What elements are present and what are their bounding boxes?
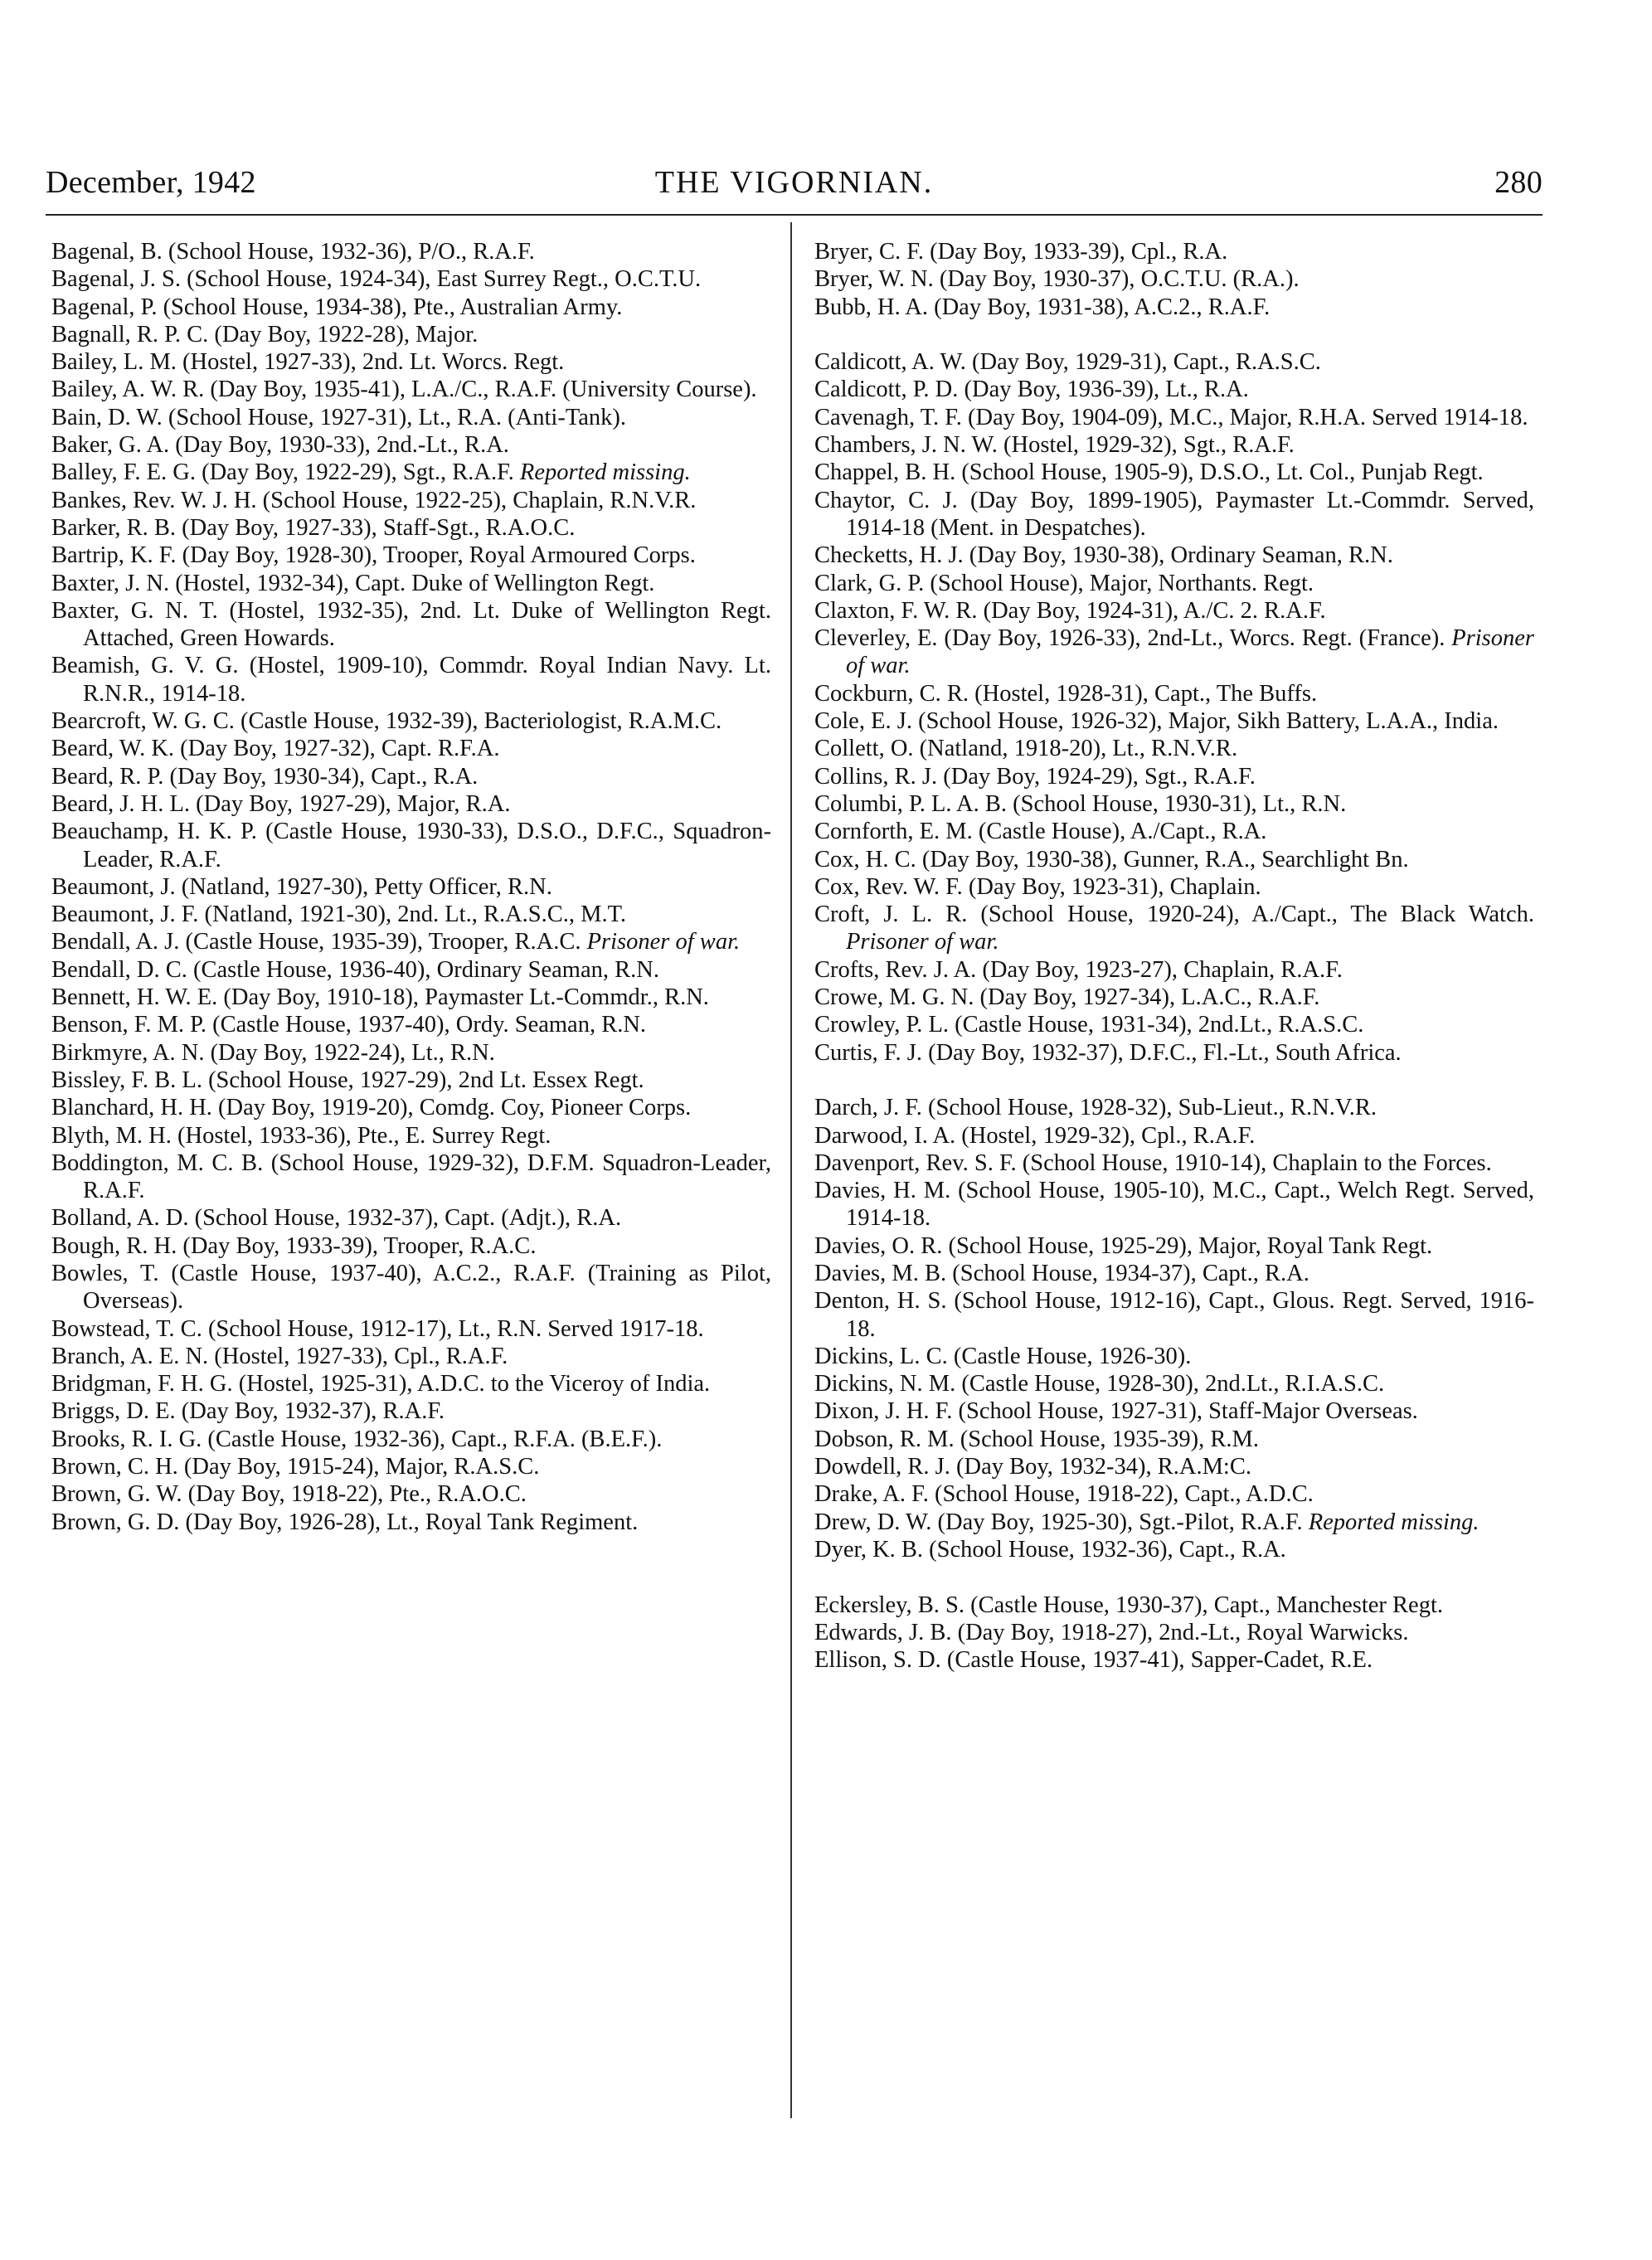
entry-text: Bearcroft, W. G. C. (Castle House, 1932-39), Bacteriologist, R.A.M.C. — [51, 708, 722, 735]
roll-entry — [51, 542, 771, 569]
entry-text: Bartrip, K. F. (Day Boy, 1928-30), Trooper, Royal Armoured Corps. — [51, 542, 696, 569]
page-header — [46, 163, 1543, 202]
entry-text: Cox, Rev. W. F. (Day Boy, 1923-31), Chaplain. — [814, 873, 1261, 900]
entry-text: Clark, G. P. (School House), Major, Northants. Regt. — [814, 570, 1314, 596]
roll-entry — [814, 1011, 1534, 1038]
entry-text: Ellison, S. D. (Castle House, 1937-41), Sapper-Cadet, R.E. — [814, 1647, 1373, 1674]
roll-entry — [814, 1536, 1534, 1563]
roll-entry — [51, 1122, 771, 1149]
entry-text: Caldicott, P. D. (Day Boy, 1936-39), Lt., R.A. — [814, 377, 1249, 403]
roll-entry — [814, 431, 1534, 459]
roll-entry — [814, 1509, 1534, 1536]
entry-text: Bough, R. H. (Day Boy, 1933-39), Trooper, R.A.C. — [51, 1232, 537, 1259]
roll-entry — [814, 901, 1534, 956]
roll-entry — [51, 1480, 771, 1508]
roll-entry — [814, 238, 1534, 265]
roll-entry — [51, 652, 771, 707]
roll-entry — [814, 873, 1534, 901]
entry-text: Drake, A. F. (School House, 1918-22), Capt., A.D.C. — [814, 1481, 1314, 1508]
entry-text: Blyth, M. H. (Hostel, 1933-36), Pte., E. Surrey Regt. — [51, 1122, 551, 1149]
entry-text: Bagenal, B. (School House, 1932-36), P/O., R.A.F. — [51, 239, 535, 265]
entry-text: Bagnall, R. P. C. (Day Boy, 1922-28), Major. — [51, 321, 479, 348]
roll-entry — [814, 680, 1534, 707]
entry-text: Baker, G. A. (Day Boy, 1930-33), 2nd.-Lt., R.A. — [51, 432, 509, 459]
roll-entry — [814, 376, 1534, 403]
roll-entry — [51, 514, 771, 542]
entry-text: Collett, O. (Natland, 1918-20), Lt., R.N.V.R. — [814, 736, 1238, 762]
roll-entry — [814, 1232, 1534, 1260]
roll-entry — [814, 984, 1534, 1011]
roll-entry — [814, 1592, 1534, 1619]
entry-text: Brooks, R. I. G. (Castle House, 1932-36), Capt., R.F.A. (B.E.F.). — [51, 1426, 663, 1452]
roll-entry — [814, 1122, 1534, 1149]
entry-text: Bowles, T. (Castle House, 1937-40), A.C.2., R.A.F. (Training as Pilot, Overseas). — [51, 1260, 771, 1315]
entry-text: Bain, D. W. (School House, 1927-31), Lt., R.A. (Anti-Tank). — [51, 404, 627, 430]
roll-entry — [51, 1370, 771, 1397]
roll-entry — [51, 238, 771, 265]
entry-text: Bailey, L. M. (Hostel, 1927-33), 2nd. Lt. Worcs. Regt. — [51, 349, 565, 376]
entry-text: Bowstead, T. C. (School House, 1912-17), Lt., R.N. Served 1917-18. — [51, 1315, 704, 1342]
entry-text: Davies, O. R. (School House, 1925-29), Major, Royal Tank Regt. — [814, 1232, 1433, 1259]
roll-entry — [814, 1453, 1534, 1480]
right-column — [814, 238, 1534, 1674]
roll-entry — [51, 348, 771, 376]
entry-text: Bissley, F. B. L. (School House, 1927-29), 2nd Lt. Essex Regt. — [51, 1067, 644, 1093]
roll-entry — [51, 763, 771, 790]
header-page-number: 280 — [1494, 165, 1543, 200]
entry-text: Eckersley, B. S. (Castle House, 1930-37), Capt., Manchester Regt. — [814, 1592, 1443, 1618]
roll-entry — [51, 1149, 771, 1205]
entry-text: Bryer, C. F. (Day Boy, 1933-39), Cpl., R.A. — [814, 239, 1228, 265]
entry-text: Curtis, F. J. (Day Boy, 1932-37), D.F.C., Fl.-Lt., South Africa. — [814, 1039, 1402, 1066]
roll-entry — [814, 707, 1534, 735]
entry-text: Beaumont, J. (Natland, 1927-30), Petty Officer, R.N. — [51, 873, 552, 900]
roll-entry — [814, 1094, 1534, 1121]
entry-note: Prisoner of war. — [846, 625, 1534, 679]
roll-entry — [51, 956, 771, 984]
entry-text: Darwood, I. A. (Hostel, 1929-32), Cpl., R.A.F. — [814, 1122, 1256, 1149]
entry-note: Reported missing. — [519, 459, 691, 486]
section-gap — [814, 321, 1534, 348]
roll-entry — [51, 984, 771, 1011]
roll-entry — [51, 487, 771, 514]
entry-text: Brown, C. H. (Day Boy, 1915-24), Major, R.A.S.C. — [51, 1454, 540, 1480]
roll-entry — [814, 542, 1534, 569]
entry-text: Bailey, A. W. R. (Day Boy, 1935-41), L.A./C., R.A.F. (University Course). — [51, 377, 757, 403]
roll-entry — [51, 790, 771, 818]
roll-entry — [51, 294, 771, 321]
entry-text: Barker, R. B. (Day Boy, 1927-33), Staff-Sgt., R.A.O.C. — [51, 514, 576, 541]
entry-note: Reported missing. — [1308, 1509, 1480, 1535]
header-title: THE VIGORNIAN. — [654, 165, 934, 200]
roll-entry — [51, 570, 771, 597]
entry-text: Denton, H. S. (School House, 1912-16), Capt., Glous. Regt. Served, 1916-18. — [814, 1288, 1534, 1342]
roll-entry — [51, 1094, 771, 1121]
entry-text: Dyer, K. B. (School House, 1932-36), Capt., R.A. — [814, 1536, 1286, 1563]
entry-text: Dowdell, R. J. (Day Boy, 1932-34), R.A.M:C. — [814, 1454, 1251, 1480]
entry-text: Chappel, B. H. (School House, 1905-9), D.S.O., Lt. Col., Punjab Regt. — [814, 459, 1484, 486]
roll-entry — [814, 348, 1534, 376]
entry-text: Bubb, H. A. (Day Boy, 1931-38), A.C.2., R.A.F. — [814, 294, 1271, 320]
entry-text: Beamish, G. V. G. (Hostel, 1909-10), Commdr. Royal Indian Navy. Lt. R.N.R., 1914-18. — [51, 653, 771, 707]
section-gap — [814, 1563, 1534, 1591]
roll-entry — [51, 459, 771, 486]
entry-text: Collins, R. J. (Day Boy, 1924-29), Sgt., R.A.F. — [814, 763, 1256, 790]
roll-entry — [51, 1426, 771, 1453]
roll-entry — [814, 1343, 1534, 1370]
roll-entry — [814, 735, 1534, 762]
entry-text: Davies, H. M. (School House, 1905-10), M.C., Capt., Welch Regt. Served, 1914-18. — [814, 1178, 1534, 1232]
roll-entry — [51, 597, 771, 653]
entry-note: Prisoner of war. — [586, 929, 741, 955]
entry-text: Dickins, N. M. (Castle House, 1928-30), 2nd.Lt., R.I.A.S.C. — [814, 1371, 1385, 1397]
entry-text: Brown, G. W. (Day Boy, 1918-22), Pte., R.A.O.C. — [51, 1481, 527, 1508]
header-rule — [46, 214, 1543, 216]
roll-entry — [814, 1426, 1534, 1453]
roll-entry — [51, 1067, 771, 1094]
roll-entry — [814, 404, 1534, 431]
entry-text: Dickins, L. C. (Castle House, 1926-30). — [814, 1343, 1192, 1369]
entry-text: Bridgman, F. H. G. (Hostel, 1925-31), A.D.C. to the Viceroy of India. — [51, 1371, 711, 1397]
entry-text: Baxter, J. N. (Hostel, 1932-34), Capt. Duke of Wellington Regt. — [51, 570, 655, 596]
roll-entry — [51, 818, 771, 873]
roll-entry — [51, 735, 771, 762]
entry-text: Boddington, M. C. B. (School House, 1929-32), D.F.M. Squadron-Leader, R.A.F. — [51, 1149, 771, 1204]
roll-entry — [51, 1260, 771, 1315]
entry-text: Benson, F. M. P. (Castle House, 1937-40), Ordy. Seaman, R.N. — [51, 1012, 647, 1038]
header-date: December, 1942 — [46, 165, 256, 200]
roll-entry — [814, 1039, 1534, 1067]
column-divider — [790, 222, 792, 2118]
roll-entry — [814, 1646, 1534, 1674]
roll-entry — [814, 1480, 1534, 1508]
entry-text: Bennett, H. W. E. (Day Boy, 1910-18), Paymaster Lt.-Commdr., R.N. — [51, 984, 709, 1011]
roll-entry — [51, 1343, 771, 1370]
entry-text: Cockburn, C. R. (Hostel, 1928-31), Capt., The Buffs. — [814, 680, 1318, 707]
entry-text: Caldicott, A. W. (Day Boy, 1929-31), Capt., R.A.S.C. — [814, 349, 1321, 376]
roll-entry — [51, 1011, 771, 1038]
roll-entry — [814, 294, 1534, 321]
entry-text: Checketts, H. J. (Day Boy, 1930-38), Ordinary Seaman, R.N. — [814, 542, 1393, 569]
entry-text: Davenport, Rev. S. F. (School House, 1910-14), Chaplain to the Forces. — [814, 1149, 1492, 1176]
roll-entry — [814, 1619, 1534, 1646]
roll-entry — [51, 1204, 771, 1232]
roll-entry — [814, 846, 1534, 873]
entry-text: Crowe, M. G. N. (Day Boy, 1927-34), L.A.C., R.A.F. — [814, 984, 1320, 1011]
roll-entry — [51, 431, 771, 459]
entry-text: Cole, E. J. (School House, 1926-32), Major, Sikh Battery, L.A.A., India. — [814, 708, 1499, 735]
roll-entry — [51, 1315, 771, 1343]
entry-text: Claxton, F. W. R. (Day Boy, 1924-31), A./C. 2. R.A.F. — [814, 597, 1326, 624]
entry-text: Edwards, J. B. (Day Boy, 1918-27), 2nd.-Lt., Royal Warwicks. — [814, 1619, 1409, 1645]
roll-entry — [51, 376, 771, 403]
entry-text: Drew, D. W. (Day Boy, 1925-30), Sgt.-Pilot, R.A.F. — [814, 1509, 1303, 1535]
entry-text: Birkmyre, A. N. (Day Boy, 1922-24), Lt., R.N. — [51, 1039, 495, 1066]
roll-entry — [814, 487, 1534, 542]
roll-entry — [51, 928, 771, 955]
entry-text: Branch, A. E. N. (Hostel, 1927-33), Cpl., R.A.F. — [51, 1343, 508, 1369]
roll-entry — [814, 956, 1534, 984]
entry-text: Chaytor, C. J. (Day Boy, 1899-1905), Paymaster Lt.-Commdr. Served, 1914-18 (Ment. in Despatches). — [814, 487, 1534, 541]
entry-text: Crowley, P. L. (Castle House, 1931-34), 2nd.Lt., R.A.S.C. — [814, 1012, 1364, 1038]
entry-text: Beard, R. P. (Day Boy, 1930-34), Capt., R.A. — [51, 763, 479, 790]
entry-text: Bolland, A. D. (School House, 1932-37), Capt. (Adjt.), R.A. — [51, 1205, 622, 1232]
roll-entry — [814, 1149, 1534, 1177]
entry-text: Crofts, Rev. J. A. (Day Boy, 1923-27), Chaplain, R.A.F. — [814, 956, 1343, 983]
roll-entry — [814, 1397, 1534, 1425]
roll-entry — [51, 707, 771, 735]
entry-text: Briggs, D. E. (Day Boy, 1932-37), R.A.F. — [51, 1398, 445, 1425]
roll-entry — [814, 597, 1534, 625]
entry-text: Bankes, Rev. W. J. H. (School House, 1922-25), Chaplain, R.N.V.R. — [51, 487, 697, 513]
roll-entry — [814, 459, 1534, 486]
entry-text: Cavenagh, T. F. (Day Boy, 1904-09), M.C., Major, R.H.A. Served 1914-18. — [814, 404, 1528, 430]
entry-note: Prisoner of war. — [846, 929, 999, 955]
roll-entry — [51, 265, 771, 293]
entry-text: Dixon, J. H. F. (School House, 1927-31), Staff-Major Overseas. — [814, 1398, 1418, 1425]
entry-text: Baxter, G. N. T. (Hostel, 1932-35), 2nd. Lt. Duke of Wellington Regt. Attached, Green Howards. — [51, 597, 771, 652]
roll-entry — [51, 1232, 771, 1260]
entry-text: Brown, G. D. (Day Boy, 1926-28), Lt., Royal Tank Regiment. — [51, 1509, 639, 1535]
entry-text: Balley, F. E. G. (Day Boy, 1922-29), Sgt., R.A.F. — [51, 459, 514, 486]
roll-entry — [51, 1453, 771, 1480]
entry-text: Bryer, W. N. (Day Boy, 1930-37), O.C.T.U. (R.A.). — [814, 266, 1300, 293]
entry-text: Bagenal, J. S. (School House, 1924-34), East Surrey Regt., O.C.T.U. — [51, 266, 702, 293]
roll-entry — [814, 1370, 1534, 1397]
roll-entry — [814, 625, 1534, 680]
section-gap — [814, 1067, 1534, 1094]
roll-entry — [51, 901, 771, 928]
roll-entry — [51, 1039, 771, 1067]
entry-text: Cox, H. C. (Day Boy, 1930-38), Gunner, R.A., Searchlight Bn. — [814, 846, 1409, 872]
entry-text: Darch, J. F. (School House, 1928-32), Sub-Lieut., R.N.V.R. — [814, 1095, 1377, 1121]
entry-text: Cleverley, E. (Day Boy, 1926-33), 2nd-Lt., Worcs. Regt. (France). — [814, 625, 1446, 652]
roll-entry — [814, 1177, 1534, 1232]
left-column — [51, 238, 771, 1536]
entry-text: Davies, M. B. (School House, 1934-37), Capt., R.A. — [814, 1260, 1309, 1286]
entry-text: Columbi, P. L. A. B. (School House, 1930-31), Lt., R.N. — [814, 790, 1347, 817]
entry-text: Beaumont, J. F. (Natland, 1921-30), 2nd. Lt., R.A.S.C., M.T. — [51, 902, 627, 928]
roll-entry — [814, 818, 1534, 845]
roll-entry — [51, 873, 771, 901]
entry-text: Blanchard, H. H. (Day Boy, 1919-20), Comdg. Coy, Pioneer Corps. — [51, 1095, 692, 1121]
roll-entry — [814, 1260, 1534, 1287]
entry-text: Bendall, A. J. (Castle House, 1935-39), Trooper, R.A.C. — [51, 929, 581, 955]
entry-text: Cornforth, E. M. (Castle House), A./Capt., R.A. — [814, 819, 1267, 845]
entry-text: Chambers, J. N. W. (Hostel, 1929-32), Sgt., R.A.F. — [814, 432, 1295, 459]
roll-entry — [814, 570, 1534, 597]
entry-text: Dobson, R. M. (School House, 1935-39), R.M. — [814, 1426, 1259, 1452]
roll-entry — [51, 404, 771, 431]
entry-text: Beard, J. H. L. (Day Boy, 1927-29), Major, R.A. — [51, 790, 511, 817]
roll-entry — [51, 1397, 771, 1425]
entry-text: Croft, J. L. R. (School House, 1920-24), A./Capt., The Black Watch. — [814, 902, 1534, 928]
roll-entry — [814, 1287, 1534, 1343]
roll-entry — [814, 790, 1534, 818]
roll-entry — [814, 265, 1534, 293]
entry-text: Bagenal, P. (School House, 1934-38), Pte., Australian Army. — [51, 294, 623, 320]
entry-text: Beard, W. K. (Day Boy, 1927-32), Capt. R.F.A. — [51, 736, 500, 762]
entry-text: Beauchamp, H. K. P. (Castle House, 1930-33), D.S.O., D.F.C., Squadron-Leader, R.A.F. — [51, 819, 771, 872]
roll-entry — [51, 1509, 771, 1536]
roll-entry — [814, 763, 1534, 790]
entry-text: Bendall, D. C. (Castle House, 1936-40), Ordinary Seaman, R.N. — [51, 956, 659, 983]
roll-entry — [51, 321, 771, 348]
